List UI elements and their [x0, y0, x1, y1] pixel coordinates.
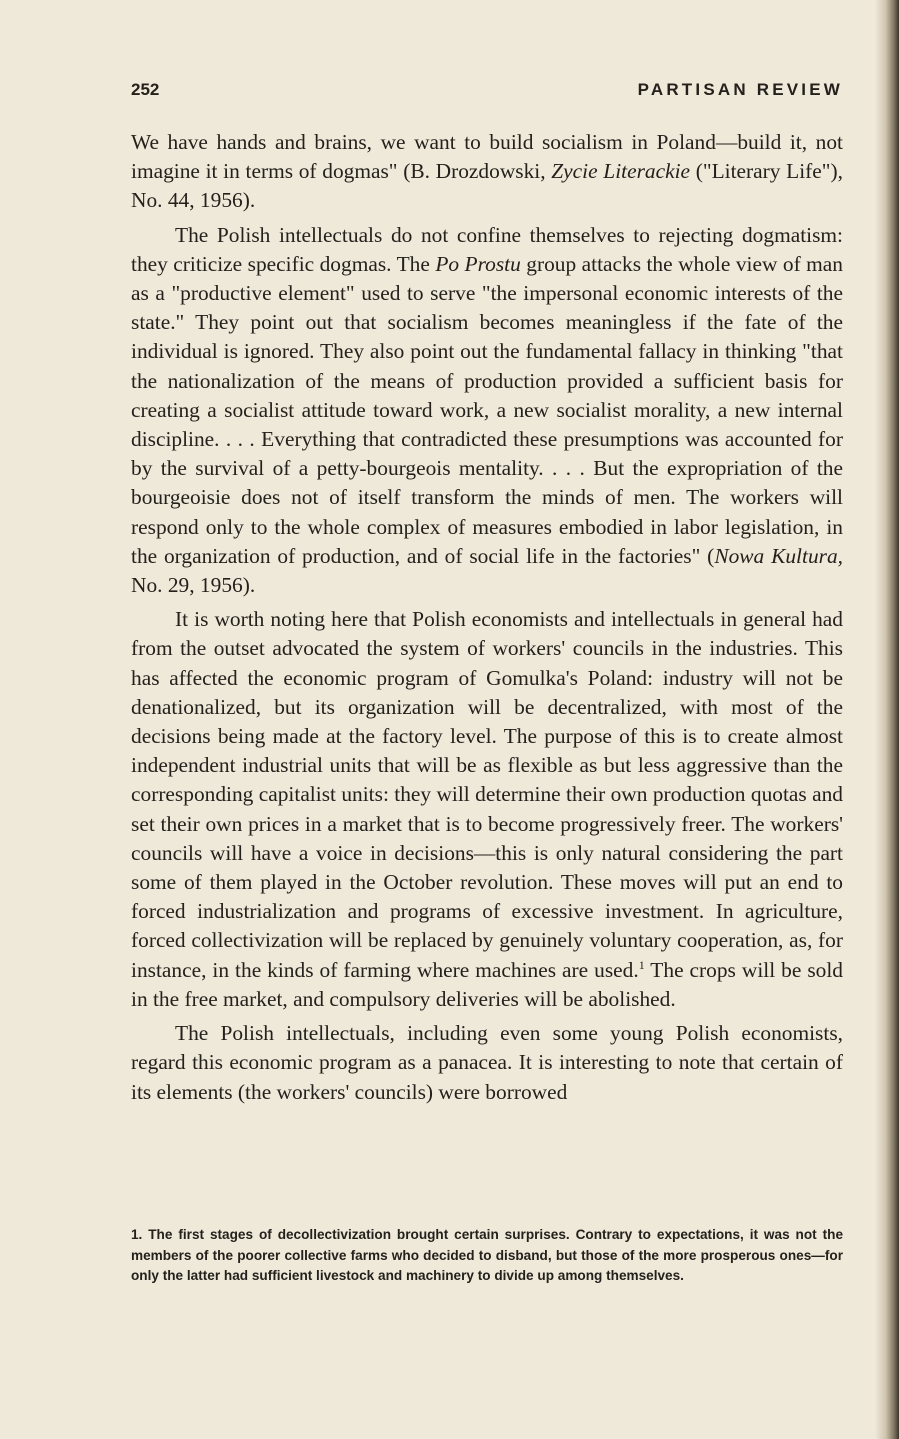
paragraph	[131, 128, 843, 216]
text-segment: The Polish intellectuals, including even some young Polish economists, regard this economic program as a panacea. It is interesting to note that certain of its elements (the workers' councils) were borrowed	[131, 1021, 843, 1104]
publication-title: Nowa Kultura,	[714, 543, 844, 568]
publication-title: Zycie Literackie	[551, 159, 691, 184]
page-number: 252	[131, 80, 160, 99]
text-segment: The crops will be sold in the free market, and compulsory deliveries will be abolished.	[131, 957, 843, 1011]
page-edge-shadow	[875, 0, 899, 1439]
publication-title: Po Prostu	[435, 251, 521, 276]
text-segment: No. 29, 1956).	[131, 573, 256, 598]
journal-title: PARTISAN REVIEW	[637, 80, 843, 99]
footnote: 1. The first stages of decollectivization brought certain surprises. Contrary to expectations, it was not the members of the poorer collective farms who decided to disband, but those of the more prosperous ones—for only the latter had sufficient livestock and machinery to divide up among themselves.	[131, 1227, 843, 1284]
text-segment: It is worth noting here that Polish economists and intellectuals in general had from the outset advocated the system of workers' councils in the industries. This has affected the economic program of Gomulka's Poland: industry will not be denationalized, but its organization will be decentralized, with most of the decisions being made at the factory level. The purpose of this is to create almost independent industrial units that will be as flexible as but less aggressive than the corresponding capitalist units: they will determine their own production quotas and set their own prices in a market that is to become progressively freer. The workers' councils will have a voice in decisions—this is only natural considering the part some of them played in the October revolution. These moves will put an end to forced industrialization and programs of excessive investment. In agriculture, forced collectivization will be replaced by genuinely voluntary cooperation, as, for instance, in the kinds of farming where machines are used.	[131, 607, 843, 982]
text-segment: group attacks the whole view of man as a "productive element" used to serve "the impersonal economic interests of the state." They point out that socialism becomes meaningless if the fate of the individual is ignored. They also point out the fundamental fallacy in thinking "that the nationalization of the means of production provided a sufficient basis for creating a socialist attitude toward work, a new socialist morality, a new internal discipline. . . . Everything that contradicted these presumptions was accounted for by the survival of a petty-bourgeois mentality. . . . But the expropriation of the bourgeoisie does not of itself transform the minds of men. The workers will respond only to the whole complex of measures embodied in labor legislation, in the organization of production, and of social life in the factories" (	[131, 251, 843, 568]
running-header	[131, 78, 843, 108]
text-segment: ("Literary Life"), No. 44, 1956).	[131, 159, 843, 213]
text-segment: The Polish intellectuals do not confine themselves to rejecting dogmatism: they criticize specific dogmas. The	[131, 222, 843, 276]
body-text	[131, 128, 843, 1107]
footnotes	[131, 1225, 843, 1287]
paragraph	[131, 605, 843, 1014]
text-segment: We have hands and brains, we want to build socialism in Poland—build it, not imagine it in terms of dogmas" (B. Drozdowski,	[131, 130, 843, 184]
paragraph	[131, 221, 843, 601]
footnote-marker[interactable]: 1	[638, 957, 645, 972]
paragraph	[131, 1019, 843, 1107]
